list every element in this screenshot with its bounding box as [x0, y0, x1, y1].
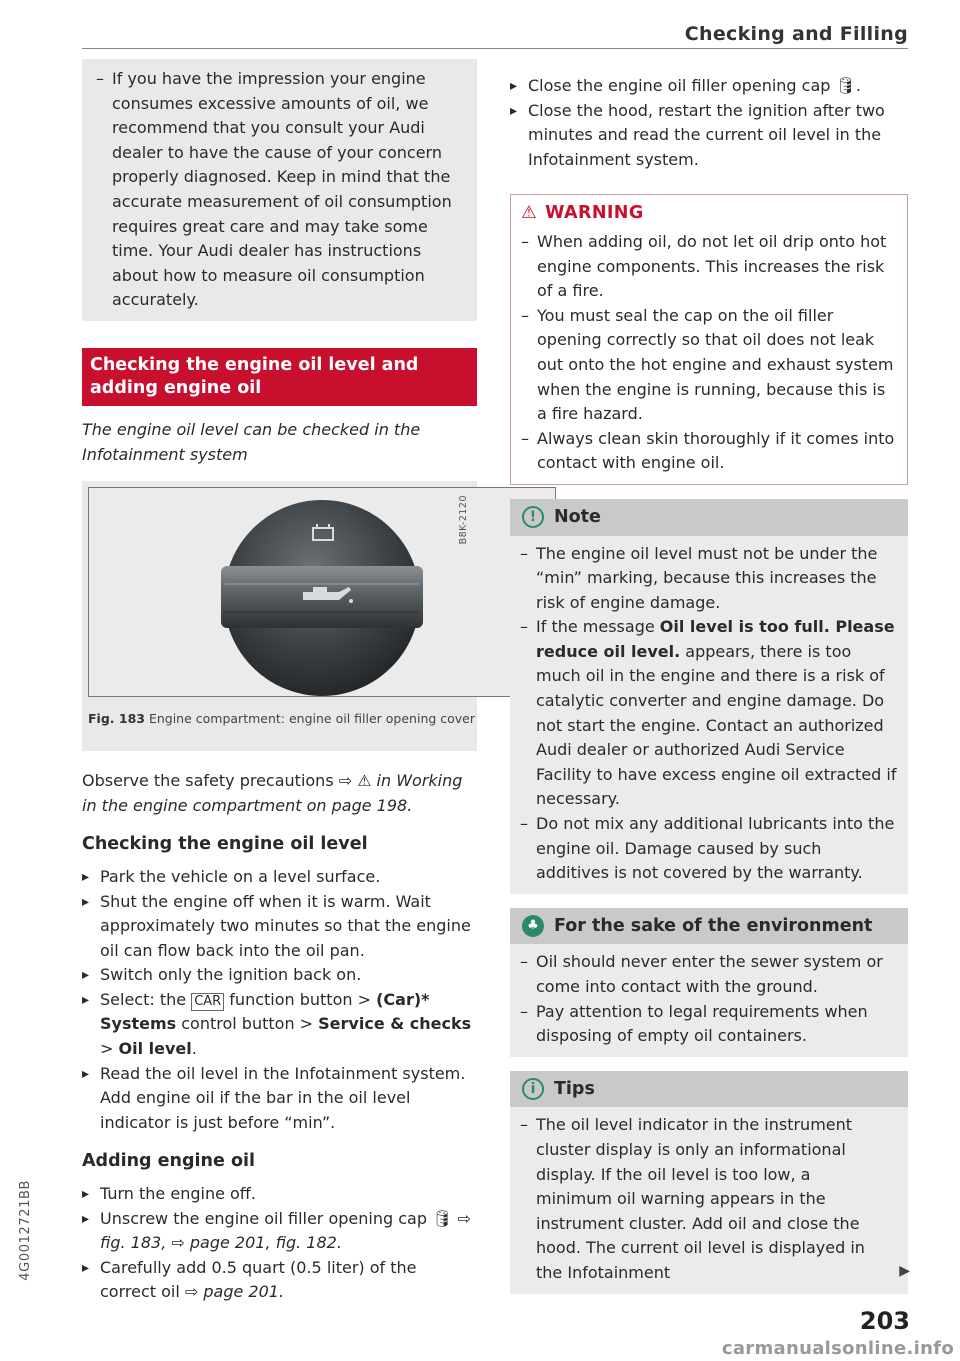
footer-watermark: carmanualsonline.info: [721, 1338, 954, 1359]
page-reference-link[interactable]: ⇨ page 201.: [184, 1282, 285, 1302]
document-code: 4G0012721BB: [18, 1180, 33, 1281]
running-header: Checking and Filling: [684, 23, 908, 45]
environment-item: – Pay attention to legal requirements when disposing of empty oil containers.: [520, 1000, 898, 1049]
figure-image: [88, 487, 556, 697]
step-item: ▸ Close the engine oil filler opening cap 🛢.: [510, 74, 908, 99]
adding-title: Adding engine oil: [82, 1151, 255, 1172]
note-title: Note: [554, 506, 601, 527]
note-item: – The engine oil level must not be under the “min” marking, because this increases the risk of engine damage.: [520, 542, 898, 616]
header-rule: [82, 48, 908, 49]
tips-header: [510, 1071, 908, 1108]
car-key: CAR: [191, 993, 224, 1011]
figure-caption-text: Engine compartment: engine oil filler opening cover: [148, 711, 476, 727]
environment-title: For the sake of the environment: [554, 915, 873, 936]
step-item: ▸ Turn the engine off.: [82, 1182, 477, 1207]
warning-box: [510, 194, 908, 485]
tips-title: Tips: [554, 1078, 595, 1099]
environment-body: [510, 944, 908, 1056]
closing-steps: [510, 74, 908, 172]
continue-arrow-icon: ▶: [899, 1262, 910, 1279]
step-item: ▸ Switch only the ignition back on.: [82, 963, 477, 988]
figure-183: [82, 481, 477, 751]
step-item: ▸ Unscrew the engine oil filler opening cap 🛢 ⇨ fig. 183, ⇨ page 201, fig. 182.: [82, 1207, 477, 1256]
section-title: Checking the engine oil level and adding engine oil: [82, 348, 477, 406]
warning-item: – When adding oil, do not let oil drip onto hot engine components. This increases the risk of a fire.: [521, 230, 897, 304]
warning-header: [521, 201, 897, 226]
environment-item: – Oil should never enter the sewer system or come into contact with the ground.: [520, 950, 898, 999]
info-circle-icon: i: [522, 1078, 544, 1100]
warning-title: WARNING: [545, 203, 644, 224]
step-item: ▸ Read the oil level in the Infotainment system. Add engine oil if the bar in the oil level indicator is just before “min”.: [82, 1062, 477, 1136]
page-number: 203: [859, 1307, 910, 1335]
step-item: ▸ Carefully add 0.5 quart (0.5 liter) of the correct oil ⇨ page 201.: [82, 1256, 477, 1305]
figure-label: Fig. 183: [88, 711, 145, 727]
note-box: [510, 499, 908, 894]
oil-cap-illustration: [89, 488, 555, 696]
note-body: [510, 536, 908, 894]
checking-title: Checking the engine oil level: [82, 834, 368, 855]
section-intro: The engine oil level can be checked in the Infotainment system: [82, 419, 421, 464]
warning-list: [521, 230, 897, 476]
environment-list: [520, 950, 898, 1048]
environment-box: [510, 908, 908, 1057]
consumption-item: – If you have the impression your engine consumes excessive amounts of oil, we recommend that you consult your Audi dealer to have the cause of your concern properly diagnosed. Keep in mind that the accurate measurement of oil consumption requires great care and may take some time. Your Audi dealer has instructions about how to measure oil consumption accurately.: [96, 67, 465, 313]
step-item: ▸ Shut the engine off when it is warm. Wait approximately two minutes so that the engine oil can flow back into the oil pan.: [82, 890, 477, 964]
consumption-list: [96, 67, 465, 313]
tips-body: [510, 1107, 908, 1293]
warning-triangle-icon: ⚠: [521, 203, 538, 224]
figure-caption: [88, 709, 548, 728]
step-item: ▸ Close the hood, restart the ignition after two minutes and read the current oil level in the Infotainment system.: [510, 99, 908, 173]
checking-steps: [82, 865, 477, 1136]
safety-paragraph: [82, 769, 477, 818]
note-circle-icon: !: [522, 506, 544, 528]
figure-reference-link[interactable]: ⇨ fig. 183, ⇨ page 201, fig. 182.: [100, 1208, 471, 1253]
step-item-select: ▸ Select: the CAR function button > (Car)* Systems control button > Service & checks > Oil level.: [82, 988, 477, 1062]
tips-list: [520, 1113, 882, 1285]
environment-header: [510, 908, 908, 945]
note-list: [520, 542, 898, 886]
tips-box: [510, 1071, 908, 1294]
warning-item: – Always clean skin thoroughly if it comes into contact with engine oil.: [521, 427, 897, 476]
step-item: ▸ Park the vehicle on a level surface.: [82, 865, 477, 890]
adding-steps: [82, 1182, 477, 1305]
right-column: [510, 74, 908, 1294]
note-header: [510, 499, 908, 536]
safety-reference-link[interactable]: ⇨ ⚠ in Working in the engine compartment on page 198.: [82, 771, 463, 815]
warning-item: – You must seal the cap on the oil filler opening correctly so that oil does not leak out onto the hot engine and exhaust system when the engine is running, because this is a fire hazard.: [521, 304, 897, 427]
environment-leaf-icon: ♣: [522, 915, 544, 937]
consumption-box: [82, 59, 477, 321]
left-column: [82, 59, 477, 1305]
note-item: – Do not mix any additional lubricants into the engine oil. Damage caused by such additives is not covered by the warranty.: [520, 812, 898, 886]
safety-prefix: Observe the safety precautions: [82, 771, 339, 791]
note-item: – If the message Oil level is too full. Please reduce oil level. appears, there is too much oil in the engine and there is a risk of catalytic converter and engine damage. Do not start the engine. Contact an authorized Audi dealer or authorized Audi Service Facility to have excess engine oil extracted if necessary.: [520, 615, 898, 812]
tips-item: – The oil level indicator in the instrument cluster display is only an informational display. If the oil level is too low, a minimum oil warning appears in the instrument cluster. Add oil and close the hood. The current oil level is displayed in the Infotainment: [520, 1113, 882, 1285]
figure-code: B8K-2120: [458, 495, 470, 545]
